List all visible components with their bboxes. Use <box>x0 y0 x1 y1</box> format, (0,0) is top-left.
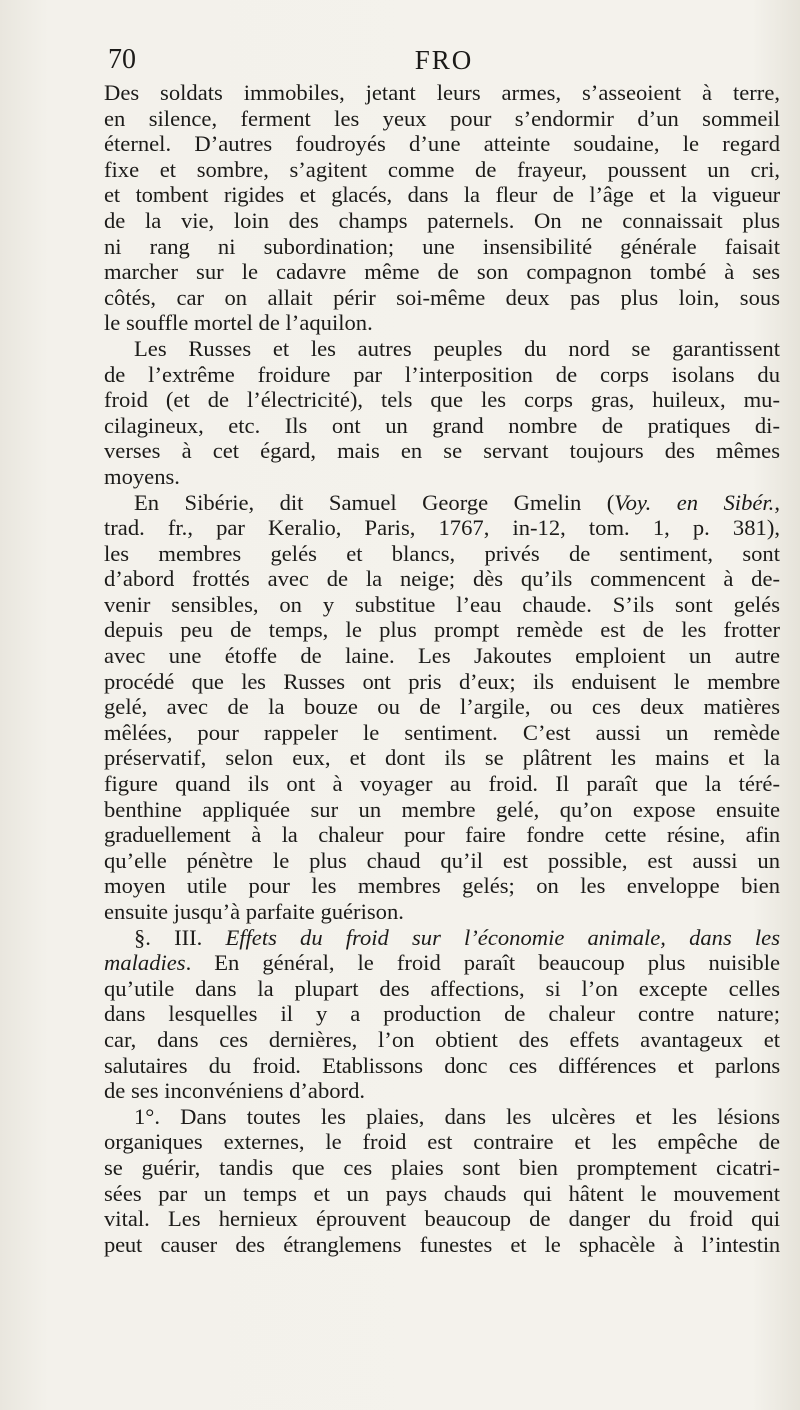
text-line: les membres gelés et blancs, privés de sentiment, sont <box>104 540 780 566</box>
text-line: de ses inconvéniens d’abord. <box>104 1078 366 1104</box>
text-line: gelé, avec de la bouze ou de l’argile, ou ces deux matières <box>104 694 780 720</box>
section-title-cont: , dans les <box>660 924 780 950</box>
text-line: côtés, car on allait périr soi-même deux pas plus loin, sous <box>104 284 780 310</box>
text-line: car, dans ces dernières, l’on obtient des effets avantageux et <box>104 1026 780 1052</box>
text-line: benthine appliquée sur un membre gelé, qu’on expose ensuite <box>104 796 780 822</box>
text-line: sées par un temps et un pays chauds qui hâtent le mouvement <box>104 1180 780 1206</box>
text-line: le souffle mortel de l’aquilon. <box>104 310 373 336</box>
text-line: salutaires du froid. Etablissons donc ces différences et parlons <box>104 1052 780 1078</box>
text-line: avec une étoffe de laine. Les Jakoutes emploient un autre <box>104 643 780 669</box>
text-segment: , <box>774 489 780 515</box>
text-line: graduellement à la chaleur pour faire fondre cette résine, afin <box>104 822 780 848</box>
text-line: venir sensibles, on y substitue l’eau chaude. S’ils sont gelés <box>104 591 780 617</box>
text-line: mêlées, pour rappeler le sentiment. C’est aussi un remède <box>104 719 780 745</box>
text-line: se guérir, tandis que ces plaies sont bien promptement cicatri- <box>104 1154 780 1180</box>
text-line: verses à cet égard, mais en se servant toujours des mêmes <box>104 438 780 464</box>
text-line: organiques externes, le froid est contraire et les empêche de <box>104 1129 780 1155</box>
text-line: moyens. <box>104 463 180 489</box>
text-line: procédé que les Russes ont pris d’eux; ils enduisent le membre <box>104 668 780 694</box>
section-heading-line <box>104 925 780 951</box>
text-line: marcher sur le cadavre même de son compagnon tombé à ses <box>104 259 780 285</box>
section-title-end: maladies <box>104 950 186 976</box>
running-head: FRO <box>414 45 474 75</box>
text-line: ni rang ni subordination; une insensibilité générale faisait <box>104 233 780 259</box>
text-line: trad. fr., par Keralio, Paris, 1767, in-12, tom. 1, p. 381), <box>104 515 780 541</box>
italic-reference: Voy. en Sibér. <box>614 489 775 515</box>
text-line-gmelin <box>104 490 780 516</box>
text-line: dans lesquelles il y a production de chaleur contre nature; <box>104 1001 780 1027</box>
section-title: Effets du froid sur l’économie animale <box>225 924 661 950</box>
section-number: §. III. <box>134 924 226 950</box>
text-line: et tombent rigides et glacés, dans la fleur de l’âge et la vigueur <box>104 182 780 208</box>
page-header <box>104 40 784 80</box>
body-text <box>104 80 780 1257</box>
text-line: de l’extrême froidure par l’interposition de corps isolans du <box>104 361 780 387</box>
text-line: préservatif, selon eux, et dont ils se plâtrent les mains et la <box>104 745 780 771</box>
text-line: éternel. D’autres foudroyés d’une atteinte soudaine, le regard <box>104 131 780 157</box>
text-line: froid (et de l’électricité), tels que les corps gras, huileux, mu- <box>104 387 780 413</box>
text-segment: En Sibérie, dit Samuel George Gmelin ( <box>134 489 615 515</box>
text-line: figure quand ils ont à voyager au froid. Il paraît que la téré- <box>104 771 780 797</box>
page-number: 70 <box>108 44 136 75</box>
text-line: 1°. Dans toutes les plaies, dans les ulcères et les lésions <box>134 1103 780 1129</box>
text-line: Des soldats immobiles, jetant leurs armes, s’asseoient à terre, <box>104 80 780 105</box>
text-line: fixe et sombre, s’agitent comme de frayeur, poussent un cri, <box>104 156 780 182</box>
text-line: depuis peu de temps, le plus prompt remède est de les frotter <box>104 617 780 643</box>
text-line: qu’utile dans la plupart des affections, si l’on excepte celles <box>104 975 780 1001</box>
text-line: de la vie, loin des champs paternels. On ne connaissait plus <box>104 207 780 233</box>
text-line: d’abord frottés avec de la neige; dès qu’ils commencent à de- <box>104 566 780 592</box>
text-line: vital. Les hernieux éprouvent beaucoup de danger du froid qui <box>104 1206 780 1232</box>
text-line: peut causer des étranglemens funestes et le sphacèle à l’intestin <box>104 1231 780 1257</box>
text-line: qu’elle pénètre le plus chaud qu’il est possible, est aussi un <box>104 847 780 873</box>
text-line: ensuite jusqu’à parfaite guérison. <box>104 899 404 924</box>
text-line: Les Russes et les autres peuples du nord se garantissent <box>134 335 780 361</box>
text-line: moyen utile pour les membres gelés; on les enveloppe bien <box>104 873 780 899</box>
text-segment: . En général, le froid paraît beaucoup plus nuisible <box>185 950 780 976</box>
section-heading-line-2 <box>104 950 780 976</box>
text-line: cilagineux, etc. Ils ont un grand nombre de pratiques di- <box>104 412 780 438</box>
text-line: en silence, ferment les yeux pour s’endormir d’un sommeil <box>104 105 780 131</box>
